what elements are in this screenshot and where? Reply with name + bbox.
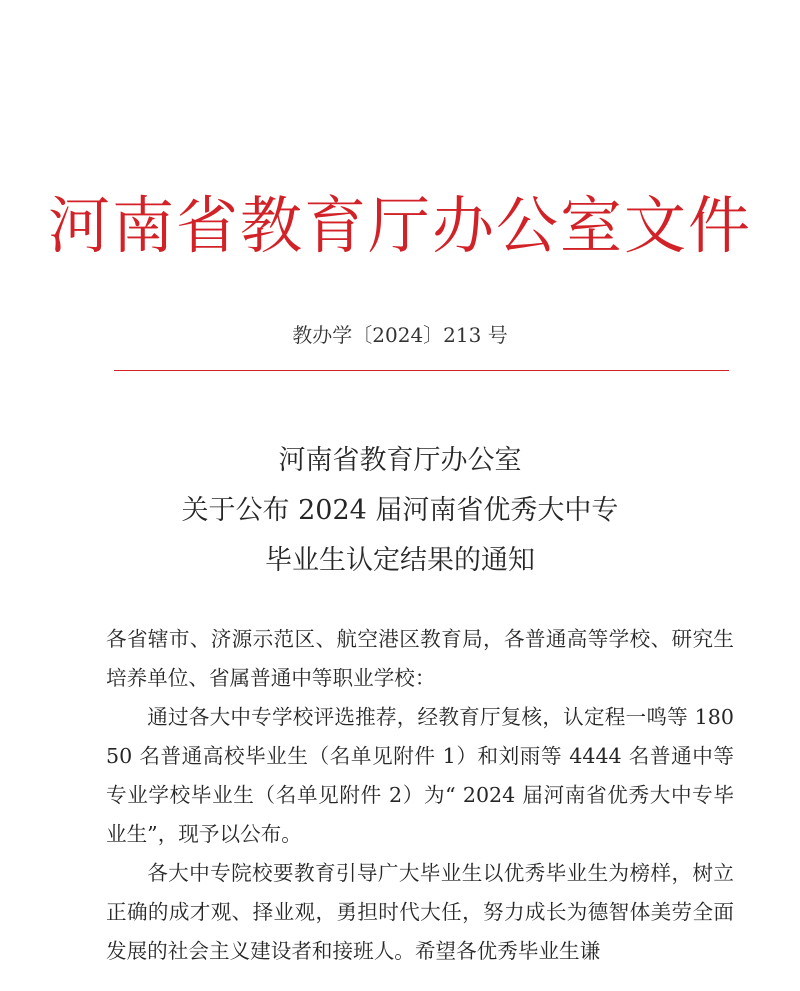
paragraph-2: 各大中专院校要教育引导广大毕业生以优秀毕业生为榜样，树立正确的成才观、择业观，勇担时代大任，努力成长为德智体美劳全面发展的社会主义建设者和接班人。希望各优秀毕业生谦 bbox=[106, 861, 734, 963]
title-line-2: 关于公布 2024 届河南省优秀大中专 bbox=[181, 495, 619, 526]
salutation: 各省辖市、济源示范区、航空港区教育局，各普通高等学校、研究生培养单位、省属普通中等职业学校： bbox=[106, 627, 734, 690]
title-line-3: 毕业生认定结果的通知 bbox=[265, 545, 535, 576]
notice-body bbox=[106, 620, 734, 971]
notice-title bbox=[0, 436, 800, 586]
document-number: 教办学〔2024〕213 号 bbox=[292, 323, 508, 347]
red-divider-line bbox=[114, 370, 729, 371]
paragraph-1: 通过各大中专学校评选推荐，经教育厅复核，认定程一鸣等 18050 名普通高校毕业生（名单见附件 1）和刘雨等 4444 名普通中等专业学校毕业生（名单见附件 2）为“ 2024 届河南省优秀大中专毕业生”，现予以公布。 bbox=[106, 705, 734, 846]
issuing-office-header: 河南省教育厅办公室文件 bbox=[47, 189, 752, 262]
title-line-1: 河南省教育厅办公室 bbox=[278, 445, 522, 476]
